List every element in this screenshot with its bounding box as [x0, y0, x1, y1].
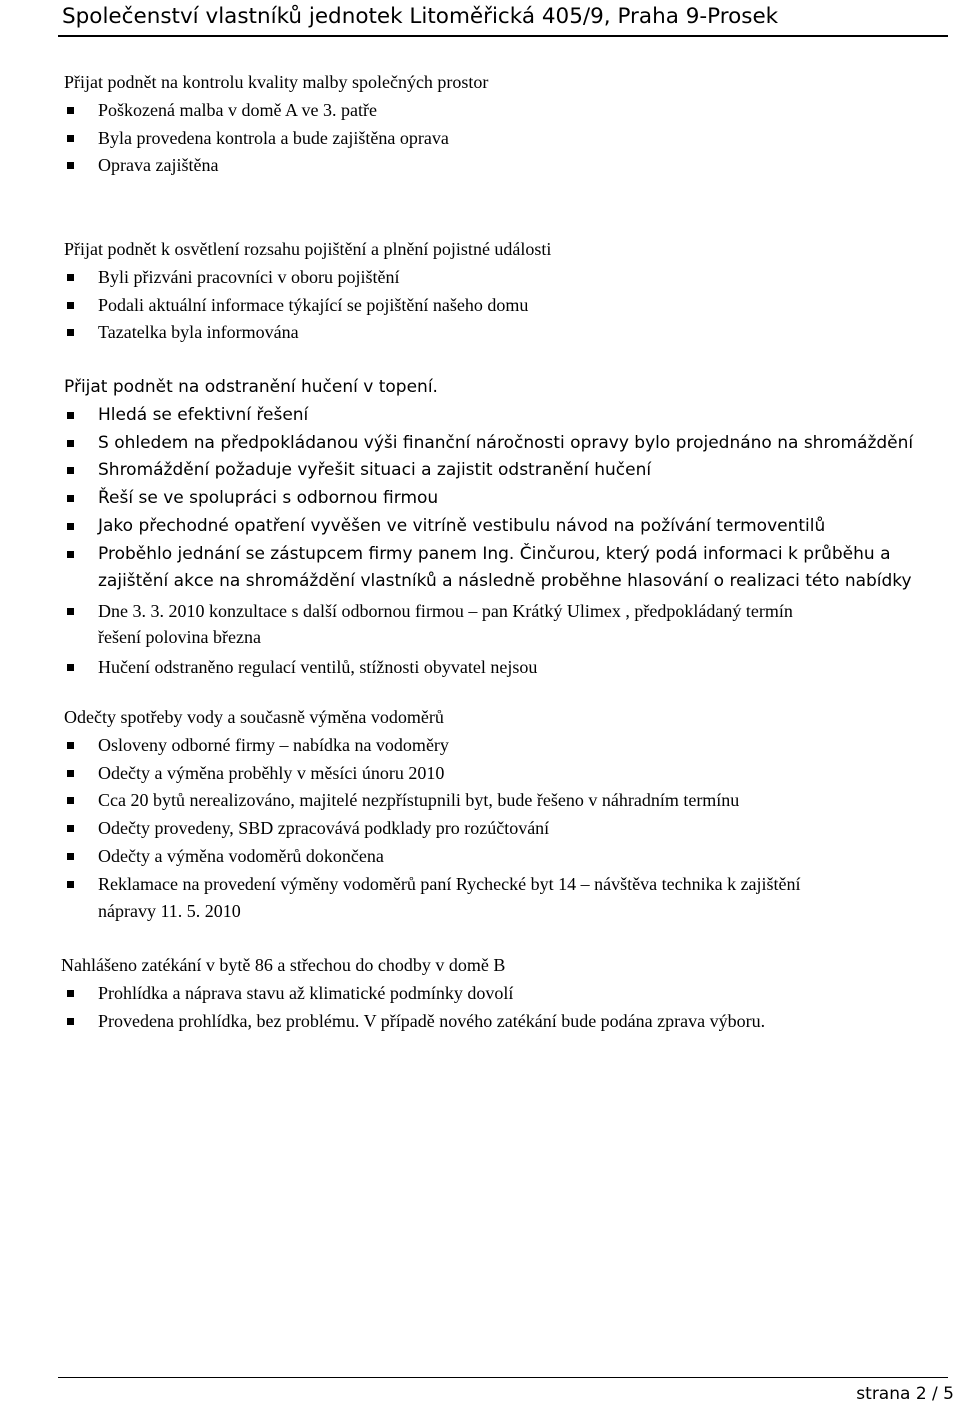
list-item: Proběhlo jednání se zástupcem firmy panem Ing. Činčurou, který podá informaci k průběhu a [0, 541, 960, 569]
footer-divider [58, 1377, 948, 1378]
section-heading: Přijat podnět na kontrolu kvality malby společných prostor [64, 72, 489, 92]
list-item: Dne 3. 3. 2010 konzultace s další odbornou firmou – pan Krátký Ulimex , předpokládaný termín [0, 598, 960, 626]
section-vodomery [0, 704, 960, 923]
page-number: strana 2 / 5 [856, 1384, 954, 1404]
section-heading: Přijat podnět k osvětlení rozsahu pojištění a plnění pojistné události [64, 239, 552, 259]
list-item-continuation: zajištění akce na shromáždění vlastníků a následně proběhne hlasování o realizaci této nabídky [98, 570, 912, 591]
list-item: Cca 20 bytů nerealizováno, majitelé nezpřístupnili byt, bude řešeno v náhradním termínu [0, 787, 960, 815]
list-item-continuation: řešení polovina března [98, 627, 261, 648]
list-item: Osloveny odborné firmy – nabídka na vodoměry [0, 732, 960, 760]
section-heading: Nahlášeno zatékání v bytě 86 a střechou do chodby v domě B [61, 955, 506, 975]
section-pojisteni [0, 236, 960, 347]
section-huceni [0, 374, 960, 682]
section-heading: Přijat podnět na odstranění hučení v topení. [64, 377, 438, 397]
list-item-continuation: nápravy 11. 5. 2010 [98, 900, 241, 921]
list-item: Hučení odstraněno regulací ventilů, stížnosti obyvatel nejsou [0, 654, 960, 682]
list-item: Byla provedena kontrola a bude zajištěna oprava [0, 125, 960, 153]
list-item: Tazatelka byla informována [0, 319, 960, 347]
list-item: Byli přizváni pracovníci v oboru pojištění [0, 264, 960, 292]
header-divider [58, 35, 948, 37]
list-item: Shromáždění požaduje vyřešit situaci a zajistit odstranění hučení [0, 457, 960, 485]
list-item: S ohledem na předpokládanou výši finanční náročnosti opravy bylo projednáno na shromáždění [0, 430, 960, 458]
list-item: Odečty a výměna vodoměrů dokončena [0, 843, 960, 871]
list-item: Řeší se ve spolupráci s odbornou firmou [0, 485, 960, 513]
list-item: Jako přechodné opatření vyvěšen ve vitríně vestibulu návod na požívání termoventilů [0, 513, 960, 541]
list-item: Provedena prohlídka, bez problému. V případě nového zatékání bude podána zprava výboru. [0, 1008, 960, 1036]
section-heading: Odečty spotřeby vody a současně výměna vodoměrů [64, 707, 444, 727]
list-item: Hledá se efektivní řešení [0, 402, 960, 430]
list-item: Reklamace na provedení výměny vodoměrů paní Rychecké byt 14 – návštěva technika k zajištění [0, 871, 960, 899]
section-zatekani [0, 952, 960, 1035]
list-item: Prohlídka a náprava stavu až klimatické podmínky dovolí [0, 980, 960, 1008]
list-item: Podali aktuální informace týkající se pojištění našeho domu [0, 292, 960, 320]
list-item: Poškozená malba v domě A ve 3. patře [0, 97, 960, 125]
list-item: Oprava zajištěna [0, 152, 960, 180]
list-item: Odečty provedeny, SBD zpracovává podklady pro rozúčtování [0, 815, 960, 843]
document-header-title: Společenství vlastníků jednotek Litoměřická 405/9, Praha 9-Prosek [62, 4, 779, 29]
list-item: Odečty a výměna proběhly v měsíci únoru 2010 [0, 760, 960, 788]
section-malba [0, 69, 960, 180]
